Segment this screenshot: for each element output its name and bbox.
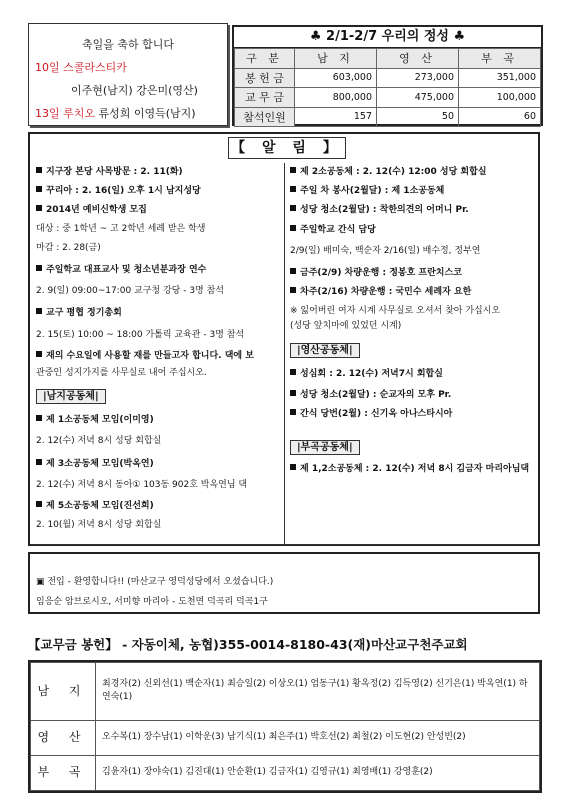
offering-row-label: 봉 헌 금 [235,68,295,88]
feast-day-title: 축일을 축하 합니다 [81,38,174,51]
feast-day-box [28,23,228,126]
donor-table [28,660,542,793]
community-section-header: |영산공동체| [290,343,360,358]
transfer-line-1: ▣ 전입 - 환영합니다!! (마산교구 영덕성당에서 오셨습니다.) [36,577,274,587]
transfer-box [28,552,540,614]
offering-cell: 603,000 [295,68,377,88]
offering-cell: 157 [295,107,377,127]
notice-item [36,415,154,426]
offering-cell: 273,000 [377,68,459,88]
notice-detail: 2/9(일) 배미숙, 백순자 2/16(일) 배수정, 정부연 [290,246,481,256]
offering-row [235,68,541,88]
bullet-square-icon [290,186,296,192]
column-divider [284,163,285,544]
offering-cell: 475,000 [377,88,459,108]
notice-item-text: 2014년 예비신학생 모집 [46,205,147,215]
donor-names: 최경자(2) 신외선(1) 백순자(1) 최승일(2) 이상오(1) 엄동구(1) 황옥정(2) 김득영(2) 신기은(1) 박옥연(1) 하연숙(1) [96,663,540,721]
notice-item-text: 제 5소공동체 모임(진선희) [46,501,154,511]
offering-row-label: 참석인원 [235,107,295,127]
bullet-square-icon [290,464,296,470]
bullet-square-icon [36,501,42,507]
notice-item-text: 꾸리아 : 2. 16(일) 오후 1시 남지성당 [46,186,201,196]
notice-item [36,205,147,216]
donor-category: 남 지 [31,663,96,721]
feast-day-line-1: 10일 스콜라스티카 [35,61,127,74]
notice-item-text: 주일학교 대표교사 및 청소년분과장 연수 [46,265,207,275]
feast-day-line-2: 이주현(남지) 강은미(영산) [71,84,198,97]
community-section-header: |부곡공동체| [290,440,360,455]
offering-col-header: 부 곡 [459,49,541,69]
notice-bottom-rule [30,544,538,545]
notice-item [290,205,469,216]
offering-col-header: 영 산 [377,49,459,69]
notice-item-text: 제 1소공동체 모임(이미영) [46,415,154,425]
notice-item [36,459,154,470]
bullet-square-icon [36,167,42,173]
offering-grid [234,48,541,127]
notice-item-text: 차주(2/16) 차량운행 : 국민수 세례자 요한 [300,287,472,297]
notice-item-text: 성심회 : 2. 12(수) 저녁7시 회합실 [300,369,443,379]
notice-item-text: 주일학교 간식 담당 [300,225,376,235]
notice-item-text: 금주(2/9) 차량운행 : 정봉호 프란치스코 [300,268,462,278]
offering-col-header: 구 분 [235,49,295,69]
notice-detail: 마감 : 2. 28(금) [36,243,101,253]
notice-item [290,464,529,475]
notice-item [290,186,444,197]
notice-item [290,390,451,401]
offering-row [235,107,541,127]
notice-item-text: 재의 수요일에 사용할 재를 만들고자 합니다. 댁에 보 [46,351,254,361]
transfer-line-2: 임응순 암브로시오, 서미향 마리아 - 도천면 덕곡리 덕곡1구 [36,597,268,607]
notice-item [36,265,206,276]
notice-item [36,308,122,319]
notice-item [290,225,376,236]
feast-day-line-3-date: 13일 루치오 [35,107,95,120]
offering-header-row [235,49,541,69]
offering-row [235,88,541,108]
notice-item [290,167,487,178]
bullet-square-icon [36,265,42,271]
donor-row [31,663,540,721]
bullet-square-icon [290,205,296,211]
donor-category: 부 곡 [31,755,96,790]
notice-item-text: 제 1,2소공동체 : 2. 12(수) 저녁 8시 김금자 마리아님댁 [300,464,530,474]
bullet-square-icon [36,351,42,357]
bullet-square-icon [290,369,296,375]
notice-detail: (성당 앞치마에 있었던 시계) [290,321,402,331]
offering-cell: 50 [377,107,459,127]
community-section-header: |남지공동체| [36,389,106,404]
notice-detail: 2. 10(월) 저녁 8시 성당 회합실 [36,520,162,530]
notice-item-text: 제 3소공동체 모임(박옥연) [46,459,154,469]
donor-title: 【교무금 봉헌】 - 자동이체, 농협)355-0014-8180-43(재)마산교구천주교회 [28,637,468,652]
notice-item [290,409,452,420]
feast-day-line-3-names: 류성희 이영득(남지) [95,107,196,120]
bullet-square-icon [290,167,296,173]
bullet-square-icon [36,415,42,421]
bullet-square-icon [290,390,296,396]
bullet-square-icon [36,308,42,314]
bullet-square-icon [36,205,42,211]
offering-cell: 800,000 [295,88,377,108]
offering-cell: 60 [459,107,541,127]
offering-table [232,25,543,126]
notice-item [36,186,201,197]
notice-item-text: 제 2소공동체 : 2. 12(수) 12:00 성당 회합실 [300,167,487,177]
feast-day-line-3 [29,105,227,121]
notice-title: 【 알 림 】 [228,137,346,159]
notice-detail: 관중인 성지가지를 사무실로 내어 주십시오. [36,368,207,378]
notice-detail: 대상 : 중 1학년 ~ 고 2학년 세례 받은 학생 [36,224,206,234]
donor-names: 김윤자(1) 장야숙(1) 김진대(1) 안순환(1) 김금자(1) 김영규(1) 최영배(1) 강영훈(2) [96,755,540,790]
notice-item [290,268,462,279]
notice-detail: ※ 잃어버린 여자 시계 사무실로 오셔서 찾아 가십시오 [290,306,501,316]
bullet-square-icon [36,459,42,465]
notice-item [36,167,183,178]
notice-item [36,351,254,362]
notice-detail: 2. 9(일) 09:00~17:00 교구청 강당 - 3명 참석 [36,286,224,296]
donor-category: 영 산 [31,720,96,755]
offering-cell: 351,000 [459,68,541,88]
notice-item-text: 주일 차 봉사(2월달) : 제 1소공동체 [300,186,445,196]
bullet-square-icon [36,186,42,192]
notice-item-text: 성당 청소(2월달) : 착한의견의 어머니 Pr. [300,205,469,215]
offering-title: ♣ 2/1-2/7 우리의 정성 ♣ [234,27,541,48]
notice-item-text: 간식 당번(2월) : 신기옥 아나스타시아 [300,409,453,419]
offering-col-header: 남 지 [295,49,377,69]
bullet-square-icon [290,225,296,231]
donor-row [31,720,540,755]
offering-row-label: 교 무 금 [235,88,295,108]
notice-item [36,501,154,512]
offering-cell: 100,000 [459,88,541,108]
bullet-square-icon [290,268,296,274]
notice-detail: 2. 15(토) 10:00 ~ 18:00 가톨릭 교육관 - 3명 참석 [36,330,245,340]
donor-names: 오수복(1) 장수남(1) 이학운(3) 남기식(1) 최은주(1) 박호선(2) 최철(2) 이도현(2) 안성빈(2) [96,720,540,755]
notice-detail: 2. 12(수) 저녁 8시 성당 회합실 [36,436,162,446]
donor-row [31,755,540,790]
notice-detail: 2. 12(수) 저녁 8시 동아① 103동 902호 박옥연님 댁 [36,480,248,490]
notice-item [290,287,471,298]
bullet-square-icon [290,287,296,293]
notice-item-text: 성당 청소(2월달) : 순교자의 모후 Pr. [300,390,452,400]
notice-item-text: 교구 평협 정기총회 [46,308,122,318]
notice-item [290,369,443,380]
notice-item-text: 지구장 본당 사목방문 : 2. 11(화) [46,167,183,177]
bullet-square-icon [290,409,296,415]
